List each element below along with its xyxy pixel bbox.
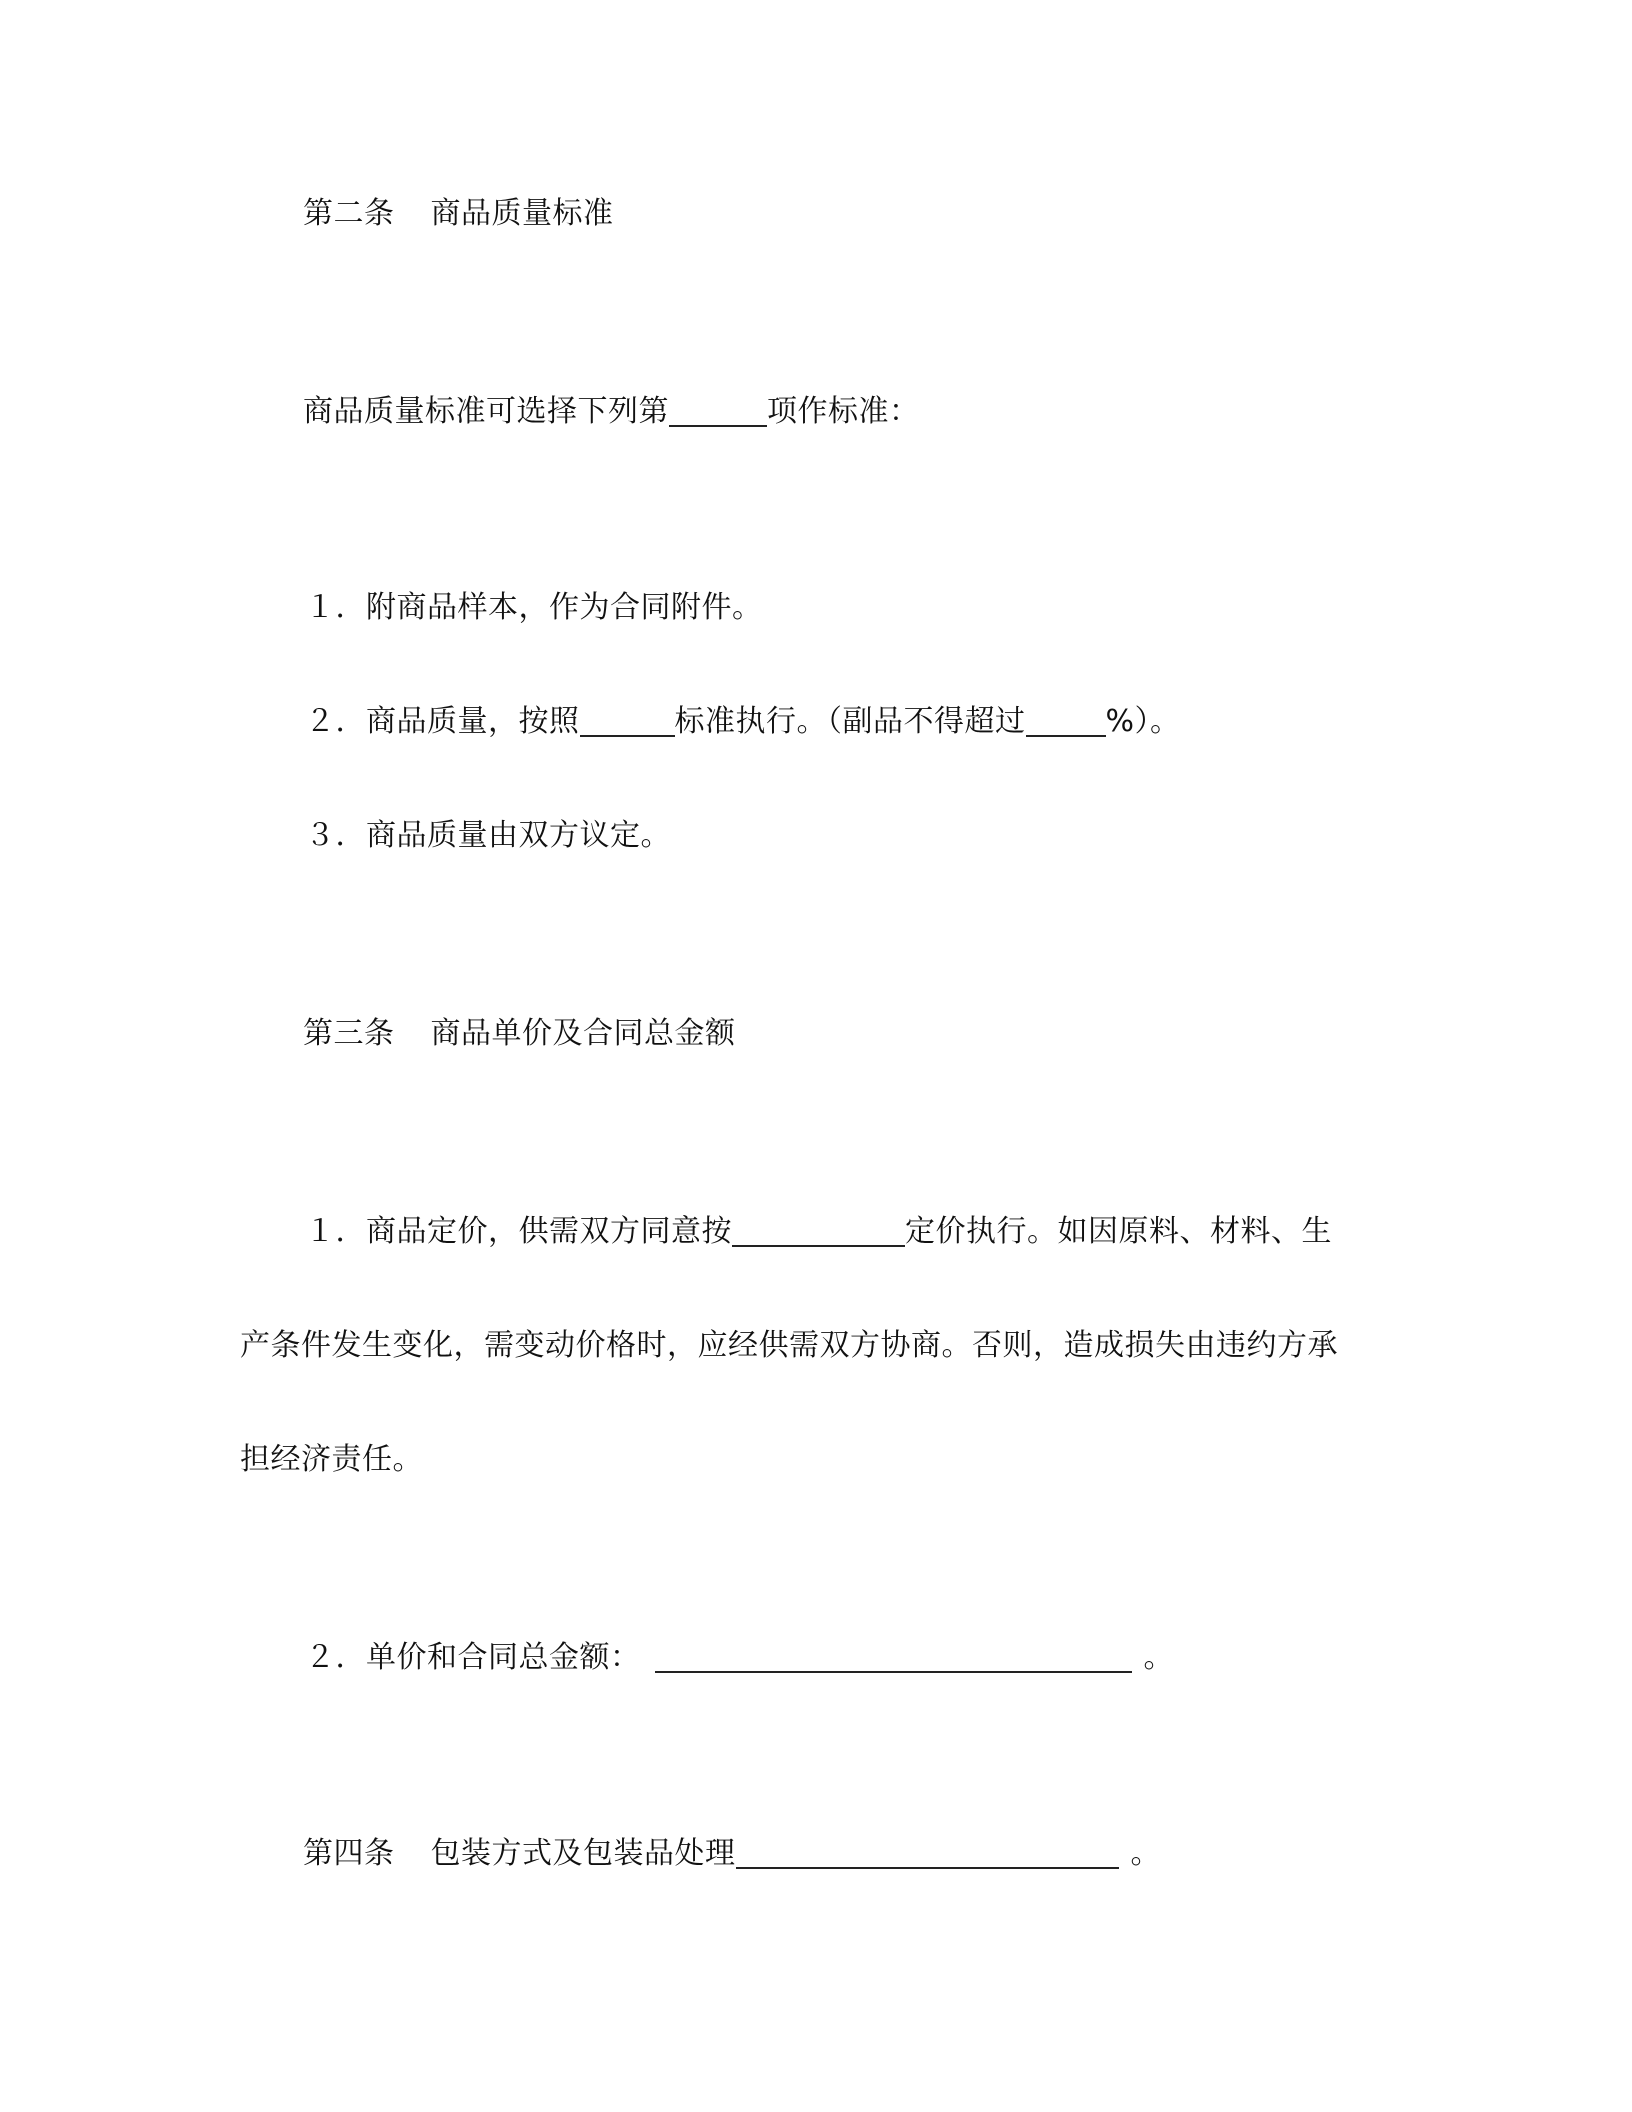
- fill-in-blank[interactable]: [1026, 705, 1106, 737]
- item-number: ３．: [305, 818, 366, 853]
- paragraph: [303, 392, 920, 432]
- paragraph-text: 商品质量标准可选择下列第: [303, 394, 669, 429]
- list-item: [305, 588, 763, 628]
- article-number: 第四条: [303, 1836, 395, 1871]
- item-text: 标准执行。（副品不得超过: [674, 704, 1026, 739]
- fill-in-blank[interactable]: [732, 1215, 905, 1247]
- fill-in-blank[interactable]: [655, 1641, 1132, 1673]
- list-item: [305, 702, 1181, 742]
- article-number: 第三条: [303, 1016, 395, 1051]
- paragraph-continuation: [240, 1440, 423, 1480]
- item-number: １．: [305, 1214, 366, 1249]
- item-text: 担经济责任。: [240, 1442, 423, 1477]
- item-text: 定价执行。如因原料、材料、生: [905, 1214, 1332, 1249]
- item-number: ２．: [305, 704, 366, 739]
- item-text: 产条件发生变化，需变动价格时，应经供需双方协商。否则，造成损失由违约方承: [240, 1328, 1338, 1363]
- article-heading: [303, 1014, 736, 1054]
- item-text: 商品质量，按照: [366, 704, 580, 739]
- item-text: 商品质量由双方议定。: [366, 818, 671, 853]
- item-text: 附商品样本，作为合同附件。: [366, 590, 763, 625]
- fill-in-blank[interactable]: [669, 395, 767, 427]
- paragraph-text: 项作标准：: [767, 394, 920, 429]
- item-text: 。: [1143, 1640, 1174, 1675]
- article-heading: [303, 1834, 1161, 1874]
- item-number: １．: [305, 590, 366, 625]
- item-number: ２．: [305, 1640, 366, 1675]
- list-item: [305, 816, 671, 856]
- list-item: [305, 1638, 1174, 1678]
- list-item: [305, 1212, 1332, 1252]
- article-title: 商品单价及合同总金额: [430, 1016, 736, 1051]
- article-number: 第二条: [303, 196, 395, 231]
- article-heading: [303, 194, 614, 234]
- item-text: 商品定价，供需双方同意按: [366, 1214, 732, 1249]
- article-title: 商品质量标准: [430, 196, 614, 231]
- paragraph-continuation: [240, 1326, 1338, 1366]
- fill-in-blank[interactable]: [580, 705, 675, 737]
- item-text: %）。: [1105, 704, 1181, 739]
- item-text: 单价和合同总金额：: [366, 1640, 641, 1675]
- fill-in-blank[interactable]: [736, 1837, 1119, 1869]
- article-title: 包装方式及包装品处理: [430, 1836, 736, 1871]
- item-text: 。: [1130, 1836, 1161, 1871]
